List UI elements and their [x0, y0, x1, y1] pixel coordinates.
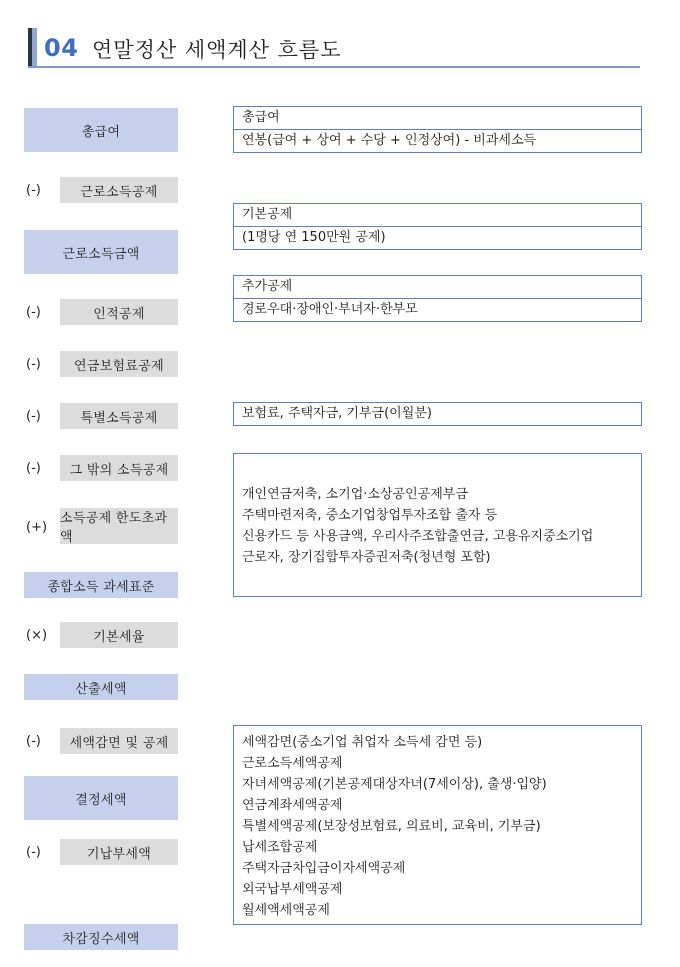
list-item: 주택마련저축, 중소기업창업투자조합 출자 등 [242, 508, 498, 523]
basic-rate-box: 기본세율 [60, 622, 178, 648]
sign-tax-credit: (-) [26, 734, 41, 749]
sign-basic-rate: (×) [26, 628, 48, 643]
basic-deduction-title: 기본공제 [242, 207, 293, 222]
section-title [28, 28, 640, 68]
special-items-box [233, 402, 642, 426]
salary-detail-formula: 연봉(급여 + 상여 + 수당 + 인정상여) - 비과세소득 [234, 129, 641, 152]
other-deduction-box: 그 밖의 소득공제 [60, 455, 178, 481]
list-item: 특별세액공제(보장성보험료, 의료비, 교육비, 기부금) [242, 819, 541, 834]
sign-limit-excess: (+) [26, 520, 48, 535]
tax-base-box: 종합소득 과세표준 [24, 572, 178, 598]
prepaid-tax-box: 기납부세액 [60, 839, 178, 865]
sign-pension-insurance: (-) [26, 357, 41, 372]
sign-special-deduction: (-) [26, 409, 41, 424]
additional-deduction-box [233, 275, 642, 322]
section-number: 04 [44, 34, 79, 62]
list-item: 외국납부세액공제 [242, 882, 343, 897]
special-items-text: 보험료, 주택자금, 기부금(이월분) [242, 406, 432, 421]
basic-deduction-amount: (1명당 연 150만원 공제) [234, 226, 641, 249]
sign-earned-income-deduction: (-) [26, 183, 41, 198]
calculated-tax-box: 산출세액 [24, 674, 178, 700]
tax-credit-box: 세액감면 및 공제 [60, 728, 178, 754]
page-title: 연말정산 세액계산 흐름도 [92, 38, 342, 62]
list-item: 주택자금차입금이자세액공제 [242, 861, 406, 876]
final-tax-box: 차감징수세액 [24, 924, 178, 950]
list-item: 세액감면(중소기업 취업자 소득세 감면 등) [242, 735, 483, 750]
pension-insurance-box: 연금보험료공제 [60, 351, 178, 377]
limit-excess-box: 소득공제 한도초과액 [60, 508, 178, 544]
additional-deduction-title: 추가공제 [242, 279, 293, 294]
basic-deduction-box [233, 203, 642, 250]
list-item: 신용카드 등 사용금액, 우리사주조합출연금, 고용유지중소기업 [242, 529, 594, 544]
earned-income-deduction-box: 근로소득공제 [60, 177, 178, 203]
tax-credit-items-box [233, 725, 642, 925]
sign-personal-deduction: (-) [26, 305, 41, 320]
title-underline [28, 66, 640, 68]
list-item: 개인연금저축, 소기업·소상공인공제부금 [242, 487, 468, 502]
list-item: 연금계좌세액공제 [242, 798, 343, 813]
list-item: 근로소득세액공제 [242, 756, 343, 771]
sign-other-deduction: (-) [26, 461, 41, 476]
list-item: 근로자, 장기집합투자증권저축(청년형 포함) [242, 550, 491, 565]
other-deduction-items-box [233, 453, 642, 597]
list-item: 월세액세액공제 [242, 903, 330, 918]
special-deduction-box: 특별소득공제 [60, 403, 178, 429]
additional-deduction-items: 경로우대·장애인·부녀자·한부모 [234, 298, 641, 321]
salary-detail-box [233, 106, 642, 153]
determined-tax-box: 결정세액 [24, 776, 178, 820]
list-item: 자녀세액공제(기본공제대상자녀(7세이상), 출생·입양) [242, 777, 547, 792]
title-accent-bar-light [32, 28, 37, 68]
total-salary-box: 총급여 [24, 108, 178, 152]
list-item: 납세조합공제 [242, 840, 318, 855]
salary-detail-title: 총급여 [242, 110, 280, 125]
personal-deduction-box: 인적공제 [60, 299, 178, 325]
sign-prepaid-tax: (-) [26, 845, 41, 860]
earned-income-amount-box: 근로소득금액 [24, 230, 178, 274]
